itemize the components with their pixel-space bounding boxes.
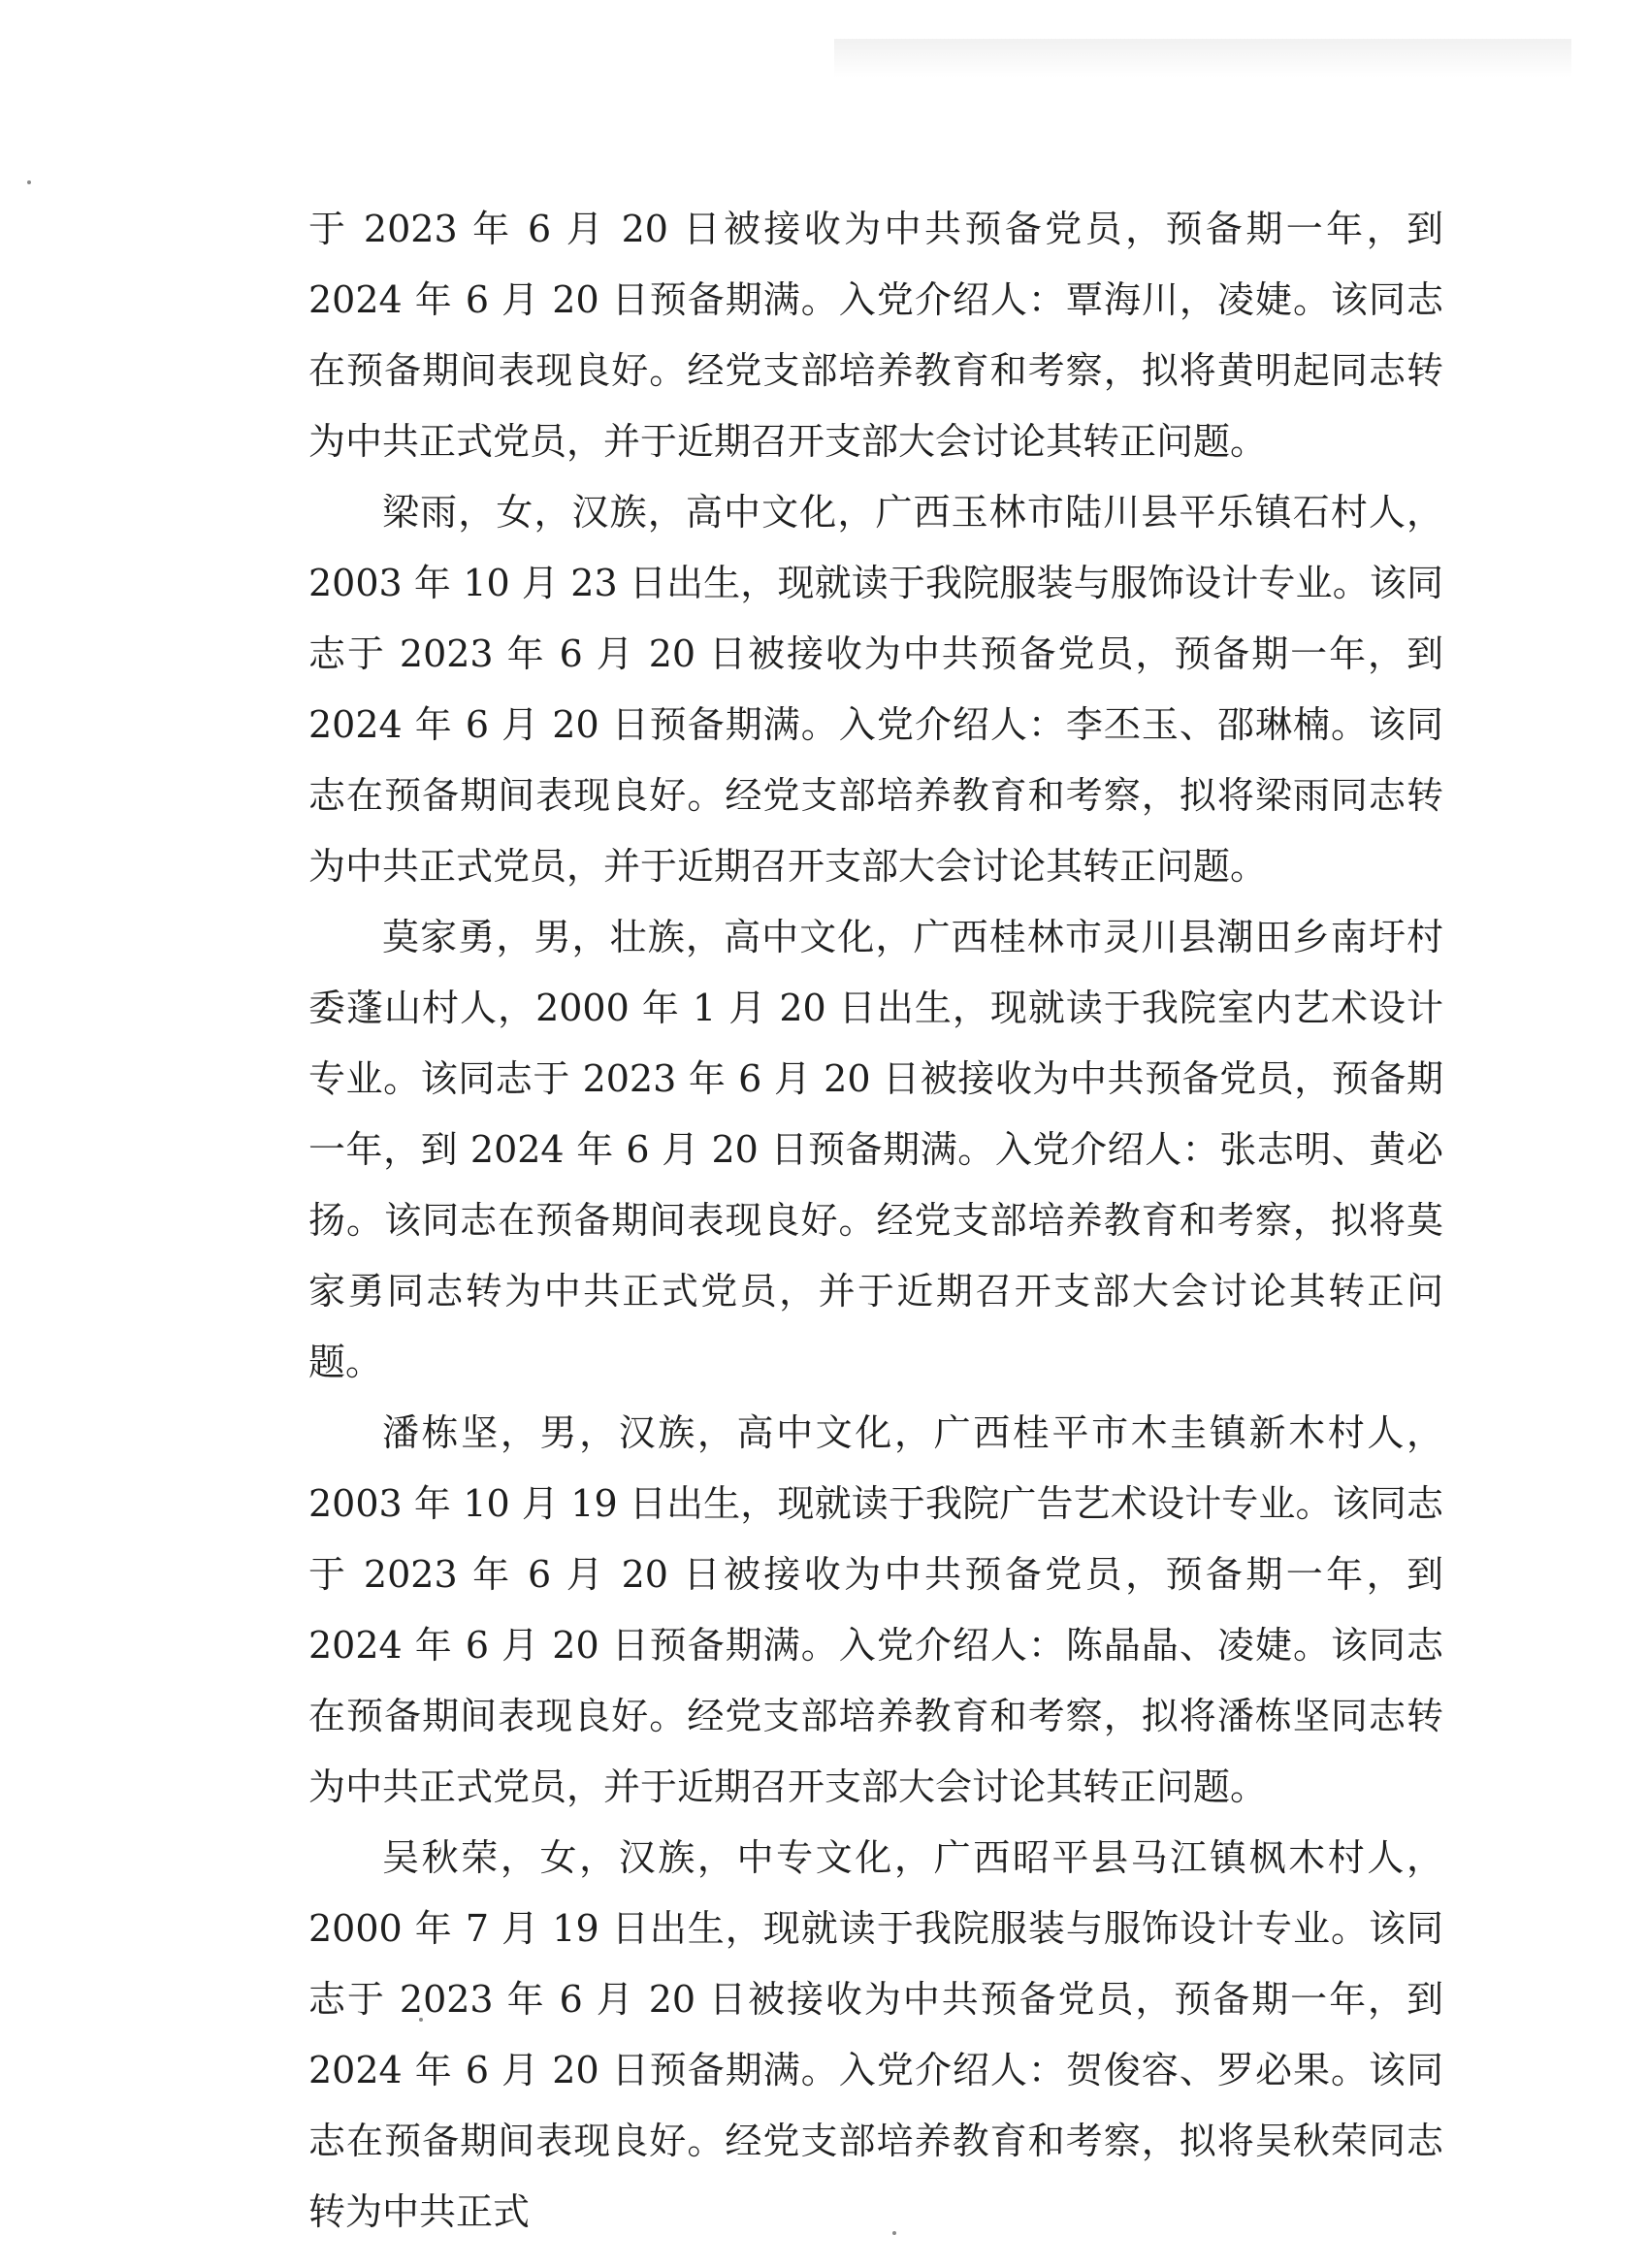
paragraph-mo-jiayong: 莫家勇，男，壮族，高中文化，广西桂林市灵川县潮田乡南圩村委蓬山村人，2000 年 1 月 20 日出生，现就读于我院室内艺术设计专业。该同志于 2023 年 6 月 20 日被接收为中共预备党员，预备期一年，到 2024 年 6 月 20 日预备期满。入党介绍人：张志明、黄必扬。该同志在预备期间表现良好。经党支部培养教育和考察，拟将莫家勇同志转为中共正式党员，并于近期召开支部大会讨论其转正问题。 xyxy=(308,916,1443,1383)
scan-shadow xyxy=(834,39,1571,78)
document-body xyxy=(308,194,1443,2248)
paragraph-pan-dongjian: 潘栋坚，男，汉族，高中文化，广西桂平市木圭镇新木村人，2003 年 10 月 19 日出生，现就读于我院广告艺术设计专业。该同志于 2023 年 6 月 20 日被接收为中共预备党员，预备期一年，到 2024 年 6 月 20 日预备期满。入党介绍人：陈晶晶、凌婕。该同志在预备期间表现良好。经党支部培养教育和考察，拟将潘栋坚同志转为中共正式党员，并于近期召开支部大会讨论其转正问题。 xyxy=(308,1411,1443,1808)
paragraph-liang-yu: 梁雨，女，汉族，高中文化，广西玉林市陆川县平乐镇石村人，2003 年 10 月 23 日出生，现就读于我院服装与服饰设计专业。该同志于 2023 年 6 月 20 日被接收为中共预备党员，预备期一年，到 2024 年 6 月 20 日预备期满。入党介绍人：李丕玉、邵琳楠。该同志在预备期间表现良好。经党支部培养教育和考察，拟将梁雨同志转为中共正式党员，并于近期召开支部大会讨论其转正问题。 xyxy=(308,491,1443,888)
paragraph-huang-mingqi-continued: 于 2023 年 6 月 20 日被接收为中共预备党员，预备期一年，到 2024 年 6 月 20 日预备期满。入党介绍人：覃海川，凌婕。该同志在预备期间表现良好。经党支部培养教育和考察，拟将黄明起同志转为中共正式党员，并于近期召开支部大会讨论其转正问题。 xyxy=(308,208,1443,463)
paragraph-wu-qiurong: 吴秋荣，女，汉族，中专文化，广西昭平县马江镇枫木村人，2000 年 7 月 19 日出生，现就读于我院服装与服饰设计专业。该同志于 2023 年 6 月 20 日被接收为中共预备党员，预备期一年，到 2024 年 6 月 20 日预备期满。入党介绍人：贺俊容、罗必果。该同志在预备期间表现良好。经党支部培养教育和考察，拟将吴秋荣同志转为中共正式 xyxy=(308,1836,1443,2233)
scan-speck xyxy=(27,180,31,184)
